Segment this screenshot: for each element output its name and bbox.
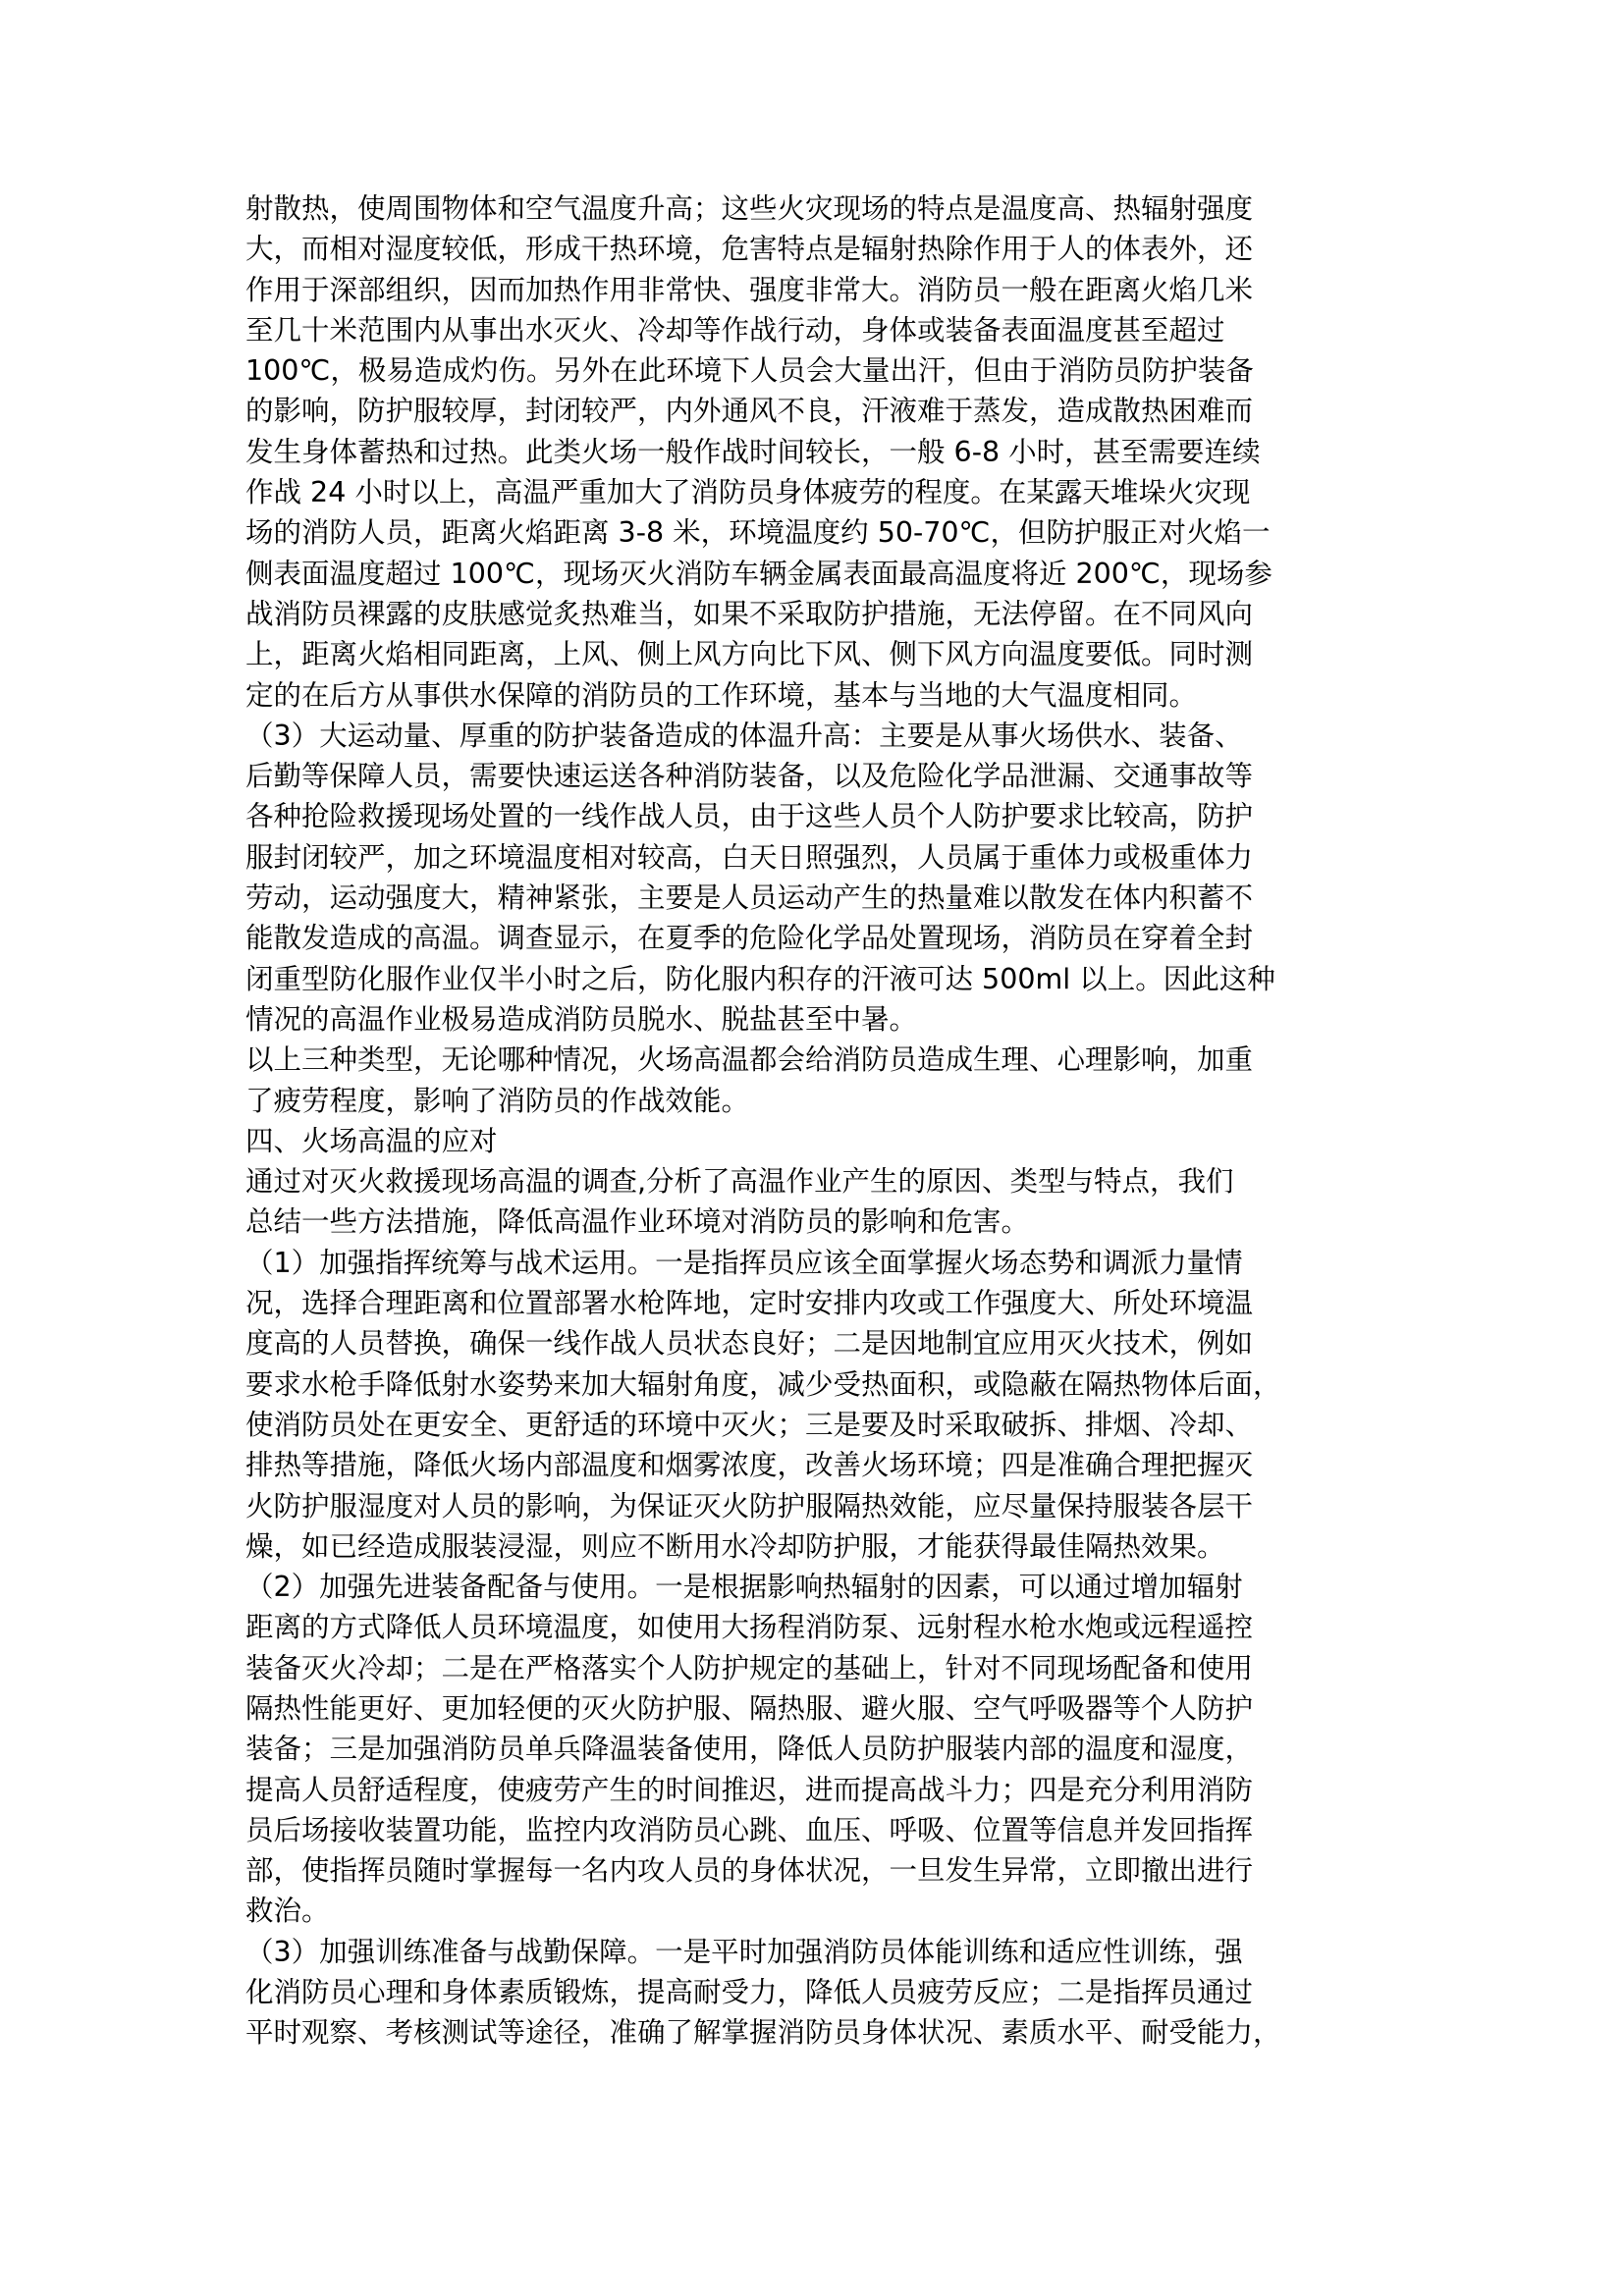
text-line: 定的在后方从事供水保障的消防员的工作环境，基本与当地的大气温度相同。 <box>245 678 1198 712</box>
text-line: 100℃，极易造成灼伤。另外在此环境下人员会大量出汗，但由于消防员防护装备 <box>245 354 1254 388</box>
text-line: 发生身体蓄热和过热。此类火场一般作战时间较长，一般 6-8 小时，甚至需要连续 <box>245 435 1261 468</box>
text-line: 战消防员裸露的皮肤感觉炙热难当，如果不采取防护措施，无法停留。在不同风向 <box>245 597 1254 630</box>
text-line: 后勤等保障人员，需要快速运送各种消防装备，以及危险化学品泄漏、交通事故等 <box>245 760 1254 793</box>
text-line: 上，距离火焰相同距离，上风、侧上风方向比下风、侧下风方向温度要低。同时测 <box>245 638 1254 671</box>
text-line: 通过对灭火救援现场高温的调查,分析了高温作业产生的原因、类型与特点，我们 <box>245 1165 1234 1199</box>
document-body <box>245 188 1404 2054</box>
text-line: 况，选择合理距离和位置部署水枪阵地，定时安排内攻或工作强度大、所处环境温 <box>245 1287 1254 1320</box>
text-line: （1）加强指挥统筹与战术运用。一是指挥员应该全面掌握火场态势和调派力量情 <box>245 1246 1243 1279</box>
text-line: 了疲劳程度，影响了消防员的作战效能。 <box>245 1084 750 1117</box>
text-line: 隔热性能更好、更加轻便的灭火防护服、隔热服、避火服、空气呼吸器等个人防护 <box>245 1691 1254 1725</box>
text-line: 作战 24 小时以上，高温严重加大了消防员身体疲劳的程度。在某露天堆垛火灾现 <box>245 476 1251 509</box>
text-line: 燥，如已经造成服装浸湿，则应不断用水冷却防护服，才能获得最佳隔热效果。 <box>245 1529 1225 1563</box>
text-line: 场的消防人员，距离火焰距离 3-8 米，环境温度约 50-70℃，但防护服正对火焰一 <box>245 516 1271 550</box>
text-line: 能散发造成的高温。调查显示，在夏季的危险化学品处置现场，消防员在穿着全封 <box>245 922 1254 955</box>
text-line: 的影响，防护服较厚，封闭较严，内外通风不良，汗液难于蒸发，造成散热困难而 <box>245 395 1254 428</box>
text-line: 四、火场高温的应对 <box>245 1124 498 1157</box>
text-line: 火防护服湿度对人员的影响，为保证灭火防护服隔热效能，应尽量保持服装各层干 <box>245 1489 1254 1522</box>
text-line: 作用于深部组织，因而加热作用非常快、强度非常大。消防员一般在距离火焰几米 <box>245 273 1254 306</box>
text-line: 装备灭火冷却；二是在严格落实个人防护规定的基础上，针对不同现场配备和使用 <box>245 1651 1254 1684</box>
text-line: 大，而相对湿度较低，形成干热环境，危害特点是辐射热除作用于人的体表外，还 <box>245 233 1254 266</box>
text-line: 侧表面温度超过 100℃，现场灭火消防车辆金属表面最高温度将近 200℃，现场参 <box>245 557 1272 590</box>
text-line: 员后场接收装置功能，监控内攻消防员心跳、血压、呼吸、位置等信息并发回指挥 <box>245 1813 1254 1846</box>
text-line: 化消防员心理和身体素质锻炼，提高耐受力，降低人员疲劳反应；二是指挥员通过 <box>245 1976 1254 2009</box>
text-line: 情况的高温作业极易造成消防员脱水、脱盐甚至中暑。 <box>245 1002 918 1036</box>
text-line: （3）加强训练准备与战勤保障。一是平时加强消防员体能训练和适应性训练，强 <box>245 1935 1243 1968</box>
text-line: 服封闭较严，加之环境温度相对较高，白天日照强烈，人员属于重体力或极重体力 <box>245 840 1254 874</box>
text-line: 度高的人员替换，确保一线作战人员状态良好；二是因地制宜应用灭火技术，例如 <box>245 1327 1254 1361</box>
text-line: 救治。 <box>245 1895 330 1928</box>
text-line: 距离的方式降低人员环境温度，如使用大扬程消防泵、远射程水枪水炮或远程遥控 <box>245 1611 1254 1644</box>
text-line: 以上三种类型，无论哪种情况，火场高温都会给消防员造成生理、心理影响，加重 <box>245 1043 1254 1077</box>
text-line: 劳动，运动强度大，精神紧张，主要是人员运动产生的热量难以散发在体内积蓄不 <box>245 881 1254 915</box>
text-line: 各种抢险救援现场处置的一线作战人员，由于这些人员个人防护要求比较高，防护 <box>245 800 1254 833</box>
text-line: 至几十米范围内从事出水灭火、冷却等作战行动，身体或装备表面温度甚至超过 <box>245 313 1225 347</box>
text-line: 射散热，使周围物体和空气温度升高；这些火灾现场的特点是温度高、热辐射强度 <box>245 192 1254 225</box>
text-line: （3）大运动量、厚重的防护装备造成的体温升高：主要是从事火场供水、装备、 <box>245 719 1243 752</box>
text-line: 部，使指挥员随时掌握每一名内攻人员的身体状况，一旦发生异常，立即撤出进行 <box>245 1854 1254 1888</box>
text-line: 总结一些方法措施，降低高温作业环境对消防员的影响和危害。 <box>245 1205 1030 1239</box>
text-line: 平时观察、考核测试等途径，准确了解掌握消防员身体状况、素质水平、耐受能力， <box>245 2016 1281 2050</box>
text-line: （2）加强先进装备配备与使用。一是根据影响热辐射的因素，可以通过增加辐射 <box>245 1571 1243 1604</box>
text-line: 闭重型防化服作业仅半小时之后，防化服内积存的汗液可达 500ml 以上。因此这种 <box>245 962 1275 995</box>
text-line: 排热等措施，降低火场内部温度和烟雾浓度，改善火场环境；四是准确合理把握灭 <box>245 1449 1254 1482</box>
text-line: 要求水枪手降低射水姿势来加大辐射角度，减少受热面积，或隐蔽在隔热物体后面， <box>245 1367 1281 1401</box>
text-line: 使消防员处在更安全、更舒适的环境中灭火；三是要及时采取破拆、排烟、冷却、 <box>245 1408 1254 1441</box>
text-line: 提高人员舒适程度，使疲劳产生的时间推迟，进而提高战斗力；四是充分利用消防 <box>245 1773 1254 1806</box>
text-line: 装备；三是加强消防员单兵降温装备使用，降低人员防护服装内部的温度和湿度， <box>245 1733 1254 1766</box>
